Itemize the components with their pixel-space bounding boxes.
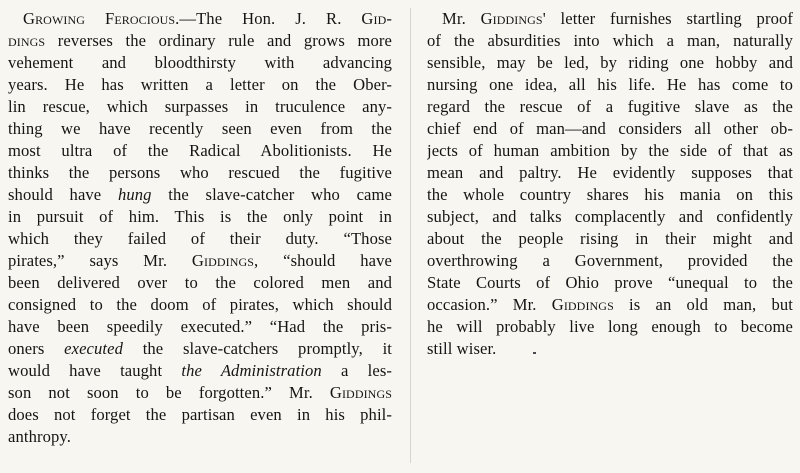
left-column-line-1-part-2: —The Hon. J. R. <box>179 9 362 28</box>
right-column-line-1-part-2: Giddings <box>480 9 543 28</box>
left-line-11: which they failed of their duty. “Those <box>8 229 392 248</box>
right-line-7: jects of human ambition by the side of that as <box>427 141 793 160</box>
right-column-line-1-part-1: Mr. <box>442 9 481 28</box>
left-column-line-17-part-2: the Administration <box>181 361 322 380</box>
left-column-line-16-part-2: executed <box>64 339 123 358</box>
right-line-6: chief end of man—and considers all other ob- <box>427 119 793 138</box>
left-line-6: thing we have recently seen even from the <box>8 119 392 138</box>
left-column-line-2-part-1: dings <box>8 31 46 50</box>
left-line-13: been delivered over to the colored men and <box>8 273 392 292</box>
right-line-4: nursing one idea, all his life. He has come to <box>427 75 793 94</box>
left-column-line-17-part-3: a les- <box>321 361 392 380</box>
ink-speck <box>533 352 536 354</box>
left-line-2 <box>8 30 392 52</box>
left-column-line-2-part-2: reverses the ordinary rule and grows more <box>45 31 392 50</box>
left-column-line-1-part-1: Growing Ferocious. <box>23 9 180 28</box>
left-column-line-17-part-1: would have taught <box>8 361 182 380</box>
left-line-9 <box>8 184 392 206</box>
right-line-10: subject, and talks complacently and confidently <box>427 207 793 226</box>
right-line-16: still wiser. <box>427 339 497 358</box>
left-column-line-16-part-3: the slave-catchers promptly, it <box>123 339 392 358</box>
left-column-line-9-part-2: hung <box>117 185 152 204</box>
right-column-line-14-part-2: Giddings <box>551 295 614 314</box>
right-column-line-1-part-3: ' letter furnishes startling proof <box>542 9 793 28</box>
right-line-15: he will probably live long enough to become <box>427 317 793 336</box>
right-line-14 <box>427 294 793 316</box>
left-column-line-12-part-1: pirates,” says Mr. <box>8 251 192 270</box>
right-line-3: sensible, may be led, by riding one hobby and <box>427 53 793 72</box>
left-line-20: anthropy. <box>8 427 71 446</box>
column-gutter <box>410 8 411 463</box>
left-line-15: have been speedily executed.” “Had the pris- <box>8 317 392 336</box>
left-line-14: consigned to the doom of pirates, which should <box>8 295 392 314</box>
left-column-line-9-part-3: the slave-catcher who came <box>151 185 392 204</box>
left-column-line-12-part-2: Giddings <box>191 251 255 270</box>
right-line-2: of the absurdities into which a man, naturally <box>427 31 793 50</box>
right-line-8: mean and paltry. He evidently supposes that <box>427 163 793 182</box>
left-line-5: lin rescue, which surpasses in truculence any- <box>8 97 392 116</box>
left-line-4: years. He has written a letter on the Ober- <box>8 75 392 94</box>
left-column-line-12-part-3: , “should have <box>254 251 392 270</box>
right-line-12: overthrowing a Government, provided the <box>427 251 793 270</box>
left-line-18 <box>8 382 392 404</box>
right-line-5: regard the rescue of a fugitive slave as the <box>427 97 793 116</box>
right-line-1 <box>427 8 793 30</box>
left-line-17 <box>8 360 392 382</box>
left-line-3: vehement and bloodthirsty with advancing <box>8 53 392 72</box>
left-line-12 <box>8 250 392 272</box>
left-column-line-16-part-1: oners <box>8 339 65 358</box>
left-column-line-9-part-1: should have <box>8 185 118 204</box>
right-line-11: about the people rising in their might and <box>427 229 793 248</box>
left-line-16 <box>8 338 392 360</box>
left-line-10: in pursuit of him. This is the only point in <box>8 207 392 226</box>
right-line-13: State Courts of Ohio prove “unequal to the <box>427 273 793 292</box>
right-column-line-14-part-3: is an old man, but <box>613 295 793 314</box>
left-line-1 <box>8 8 392 30</box>
left-column-line-18-part-1: son not soon to be forgotten.” Mr. <box>8 383 330 402</box>
right-column-line-14-part-1: occasion.” Mr. <box>427 295 552 314</box>
left-line-7: most ultra of the Radical Abolitionists. He <box>8 141 392 160</box>
left-column <box>8 8 392 448</box>
left-line-19: does not forget the partisan even in his phil- <box>8 405 392 424</box>
left-column-line-1-part-3: Gid- <box>361 9 392 28</box>
right-line-9: the whole country shares his mania on this <box>427 185 793 204</box>
left-column-line-18-part-2: Giddings <box>329 383 392 402</box>
left-line-8: thinks the persons who rescued the fugitive <box>8 163 392 182</box>
right-column <box>427 8 793 360</box>
